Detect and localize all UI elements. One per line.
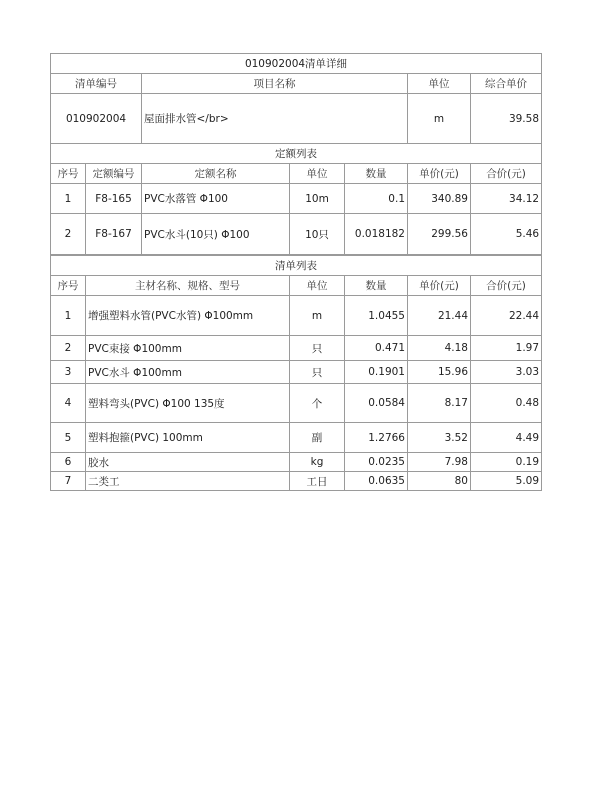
row-total: 4.49 (471, 423, 542, 453)
row-name: 增强塑料水管(PVC水管) Φ100mm (86, 296, 290, 336)
row-total: 22.44 (471, 296, 542, 336)
row-unit: 只 (290, 336, 345, 361)
col-header-code: 清单编号 (51, 74, 142, 94)
table-row (51, 336, 542, 361)
bill-name: 屋面排水管</br> (142, 94, 408, 144)
row-qty: 0.1 (345, 184, 408, 214)
col-header-unit-price: 单价(元) (408, 276, 471, 296)
row-price: 7.98 (408, 453, 471, 472)
row-price: 340.89 (408, 184, 471, 214)
row-name: PVC水落管 Φ100 (142, 184, 290, 214)
row-name: 塑料弯头(PVC) Φ100 135度 (86, 384, 290, 423)
row-total: 0.19 (471, 453, 542, 472)
material-title: 清单列表 (51, 256, 542, 276)
table-row (51, 94, 542, 144)
row-name: PVC水斗(10只) Φ100 (142, 214, 290, 255)
row-no: 2 (51, 336, 86, 361)
row-total: 5.09 (471, 472, 542, 491)
col-header-total: 合价(元) (471, 164, 542, 184)
quota-title: 定额列表 (51, 144, 542, 164)
col-header-unit-price: 单价(元) (408, 164, 471, 184)
col-header-quota-name: 定额名称 (142, 164, 290, 184)
table-row (51, 361, 542, 384)
row-unit: kg (290, 453, 345, 472)
material-table (50, 255, 542, 491)
row-qty: 0.0635 (345, 472, 408, 491)
col-header-quota-code: 定额编号 (86, 164, 142, 184)
bill-unit: m (408, 94, 471, 144)
bill-price: 39.58 (471, 94, 542, 144)
row-unit: 只 (290, 361, 345, 384)
row-price: 15.96 (408, 361, 471, 384)
col-header-price: 综合单价 (471, 74, 542, 94)
row-unit: 工日 (290, 472, 345, 491)
row-no: 6 (51, 453, 86, 472)
col-header-no: 序号 (51, 164, 86, 184)
col-header-total: 合价(元) (471, 276, 542, 296)
col-header-no: 序号 (51, 276, 86, 296)
bill-code: 010902004 (51, 94, 142, 144)
col-header-qty: 数量 (345, 164, 408, 184)
row-name: 塑料抱箍(PVC) 100mm (86, 423, 290, 453)
row-qty: 0.018182 (345, 214, 408, 255)
row-price: 299.56 (408, 214, 471, 255)
col-header-unit: 单位 (408, 74, 471, 94)
col-header-name: 项目名称 (142, 74, 408, 94)
row-qty: 0.471 (345, 336, 408, 361)
row-code: F8-167 (86, 214, 142, 255)
row-total: 1.97 (471, 336, 542, 361)
row-qty: 0.0235 (345, 453, 408, 472)
bill-detail-title: 010902004清单详细 (51, 54, 542, 74)
row-code: F8-165 (86, 184, 142, 214)
row-no: 1 (51, 184, 86, 214)
table-row (51, 423, 542, 453)
row-total: 5.46 (471, 214, 542, 255)
table-row (51, 453, 542, 472)
row-no: 3 (51, 361, 86, 384)
table-row (51, 384, 542, 423)
table-row (51, 214, 542, 255)
row-total: 34.12 (471, 184, 542, 214)
row-no: 5 (51, 423, 86, 453)
table-row (51, 296, 542, 336)
col-header-material-name: 主材名称、规格、型号 (86, 276, 290, 296)
table-row (51, 184, 542, 214)
row-price: 80 (408, 472, 471, 491)
row-qty: 0.1901 (345, 361, 408, 384)
table-row (51, 472, 542, 491)
col-header-qty: 数量 (345, 276, 408, 296)
bill-detail-table (50, 53, 542, 144)
row-no: 2 (51, 214, 86, 255)
quota-table (50, 143, 542, 255)
row-name: PVC水斗 Φ100mm (86, 361, 290, 384)
row-price: 21.44 (408, 296, 471, 336)
row-no: 7 (51, 472, 86, 491)
row-qty: 1.2766 (345, 423, 408, 453)
row-unit: m (290, 296, 345, 336)
col-header-unit: 单位 (290, 164, 345, 184)
row-unit: 副 (290, 423, 345, 453)
row-total: 3.03 (471, 361, 542, 384)
row-no: 1 (51, 296, 86, 336)
row-unit: 10只 (290, 214, 345, 255)
row-qty: 1.0455 (345, 296, 408, 336)
row-name: PVC束接 Φ100mm (86, 336, 290, 361)
col-header-unit: 单位 (290, 276, 345, 296)
row-price: 3.52 (408, 423, 471, 453)
row-name: 胶水 (86, 453, 290, 472)
row-unit: 个 (290, 384, 345, 423)
row-name: 二类工 (86, 472, 290, 491)
row-price: 4.18 (408, 336, 471, 361)
row-price: 8.17 (408, 384, 471, 423)
row-total: 0.48 (471, 384, 542, 423)
row-no: 4 (51, 384, 86, 423)
row-unit: 10m (290, 184, 345, 214)
row-qty: 0.0584 (345, 384, 408, 423)
